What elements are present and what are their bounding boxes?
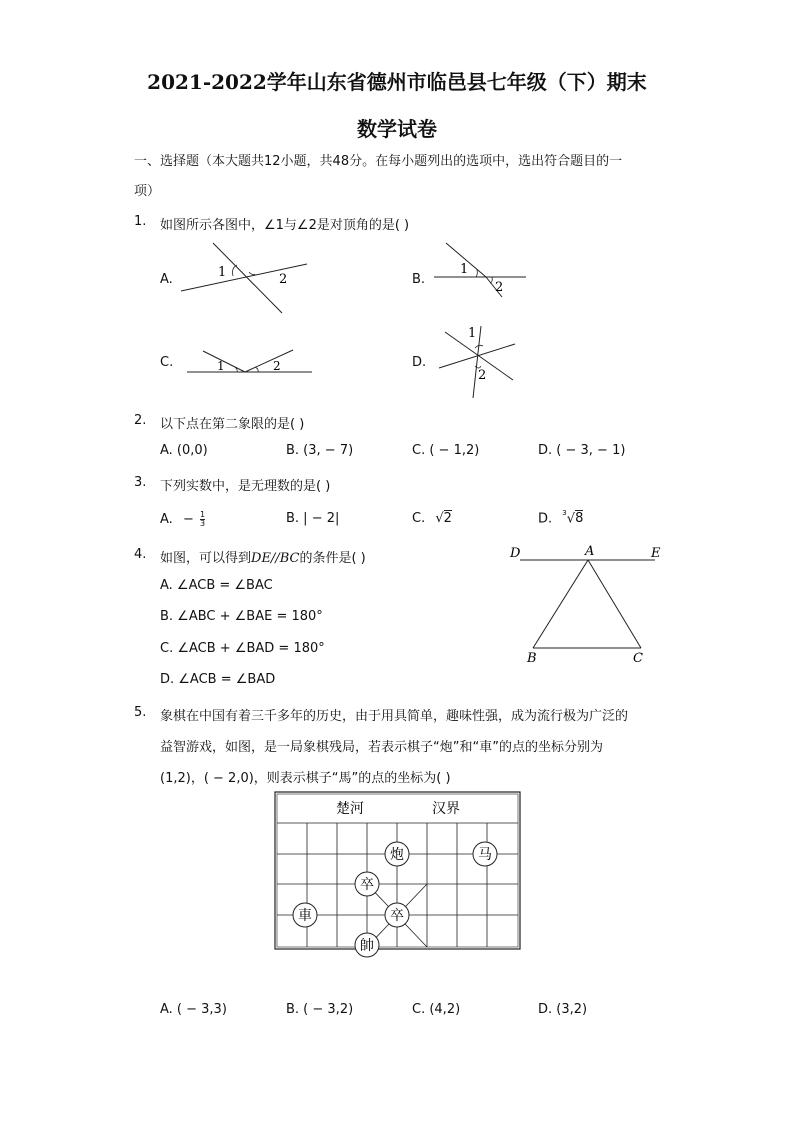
figure-1c xyxy=(185,345,315,377)
option-d: D. (3,2) xyxy=(538,1002,588,1017)
svg-text:马: 马 xyxy=(478,847,492,863)
svg-text:車: 車 xyxy=(298,908,312,924)
point-e-label: E xyxy=(651,546,661,561)
question-stem xyxy=(160,547,366,566)
option-b: B. ( − 3,2) xyxy=(286,1002,354,1017)
page-title-line1: 2021-2022学年山东省德州市临邑县七年级（下）期末 xyxy=(147,70,647,94)
option-c: C. ( − 1,2) xyxy=(412,443,480,458)
fraction xyxy=(200,511,205,528)
question-stem: 如图所示各图中，∠1与∠2是对顶角的是( ) xyxy=(160,218,410,233)
option-c-label: C. xyxy=(160,355,174,370)
stem-text-post: 的条件是( ) xyxy=(299,551,366,566)
section-header-line1: 一、选择题（本大题共12小题，共48分。在每小题列出的选项中，选出符合题目的一 xyxy=(134,154,623,169)
question-stem-line2: 益智游戏，如图，是一局象棋残局，若表示棋子“炮”和“車”的点的坐标分别为 xyxy=(160,740,603,755)
point-d-label: D xyxy=(510,546,521,561)
option-d: D. ( − 3, − 1) xyxy=(538,443,626,458)
option-c-label: C. xyxy=(412,511,426,526)
root-index: 3 xyxy=(562,509,567,517)
piece-ma xyxy=(473,842,497,866)
piece-zu-1 xyxy=(355,872,379,896)
angle-1-label: 1 xyxy=(460,262,469,277)
stem-math: DE//BC xyxy=(251,551,300,566)
svg-text:帥: 帥 xyxy=(360,938,374,954)
question-number: 5. xyxy=(134,705,147,720)
river-text-right: 汉界 xyxy=(432,801,460,817)
figure-1b xyxy=(430,240,530,300)
figure-1a xyxy=(175,238,315,318)
option-b: B. ∠ABC + ∠BAE = 180° xyxy=(160,609,323,624)
option-a-label: A. xyxy=(160,512,173,527)
question-stem: 下列实数中，是无理数的是( ) xyxy=(160,479,331,494)
option-a xyxy=(160,511,205,528)
point-a-label: A xyxy=(585,544,595,559)
chess-board-figure xyxy=(274,791,522,961)
option-a: A. (0,0) xyxy=(160,443,208,458)
question-stem-line3: (1,2)，( − 2,0)，则表示棋子“馬”的点的坐标为( ) xyxy=(160,771,451,786)
option-d-label: D. xyxy=(412,355,427,370)
option-d xyxy=(538,511,583,526)
angle-1-label: 1 xyxy=(218,265,227,280)
piece-shuai xyxy=(355,933,379,957)
option-b: B. | − 2| xyxy=(286,511,340,526)
sqrt-radicand: 2 xyxy=(443,511,452,526)
angle-2-label: 2 xyxy=(478,368,487,383)
point-b-label: B xyxy=(527,651,537,666)
figure-4-triangle xyxy=(505,540,665,666)
cbrt-radicand: 8 xyxy=(575,511,584,527)
question-number: 3. xyxy=(134,475,147,490)
svg-text:卒: 卒 xyxy=(390,908,404,924)
sqrt-sign: √ xyxy=(435,511,444,526)
angle-1-label: 1 xyxy=(217,359,225,373)
angle-1-label: 1 xyxy=(468,326,477,341)
option-c xyxy=(412,511,452,526)
question-stem: 以下点在第二象限的是( ) xyxy=(160,417,305,432)
option-a-label: A. xyxy=(160,272,173,287)
option-b-label: B. xyxy=(412,272,426,287)
river-text-left: 楚河 xyxy=(336,801,364,817)
question-number: 4. xyxy=(134,547,147,562)
option-b: B. (3, − 7) xyxy=(286,443,354,458)
sqrt-sign: √ xyxy=(566,511,576,527)
option-c: C. ∠ACB + ∠BAD = 180° xyxy=(160,641,325,656)
angle-2-label: 2 xyxy=(279,272,288,287)
option-a: A. ( − 3,3) xyxy=(160,1002,227,1017)
svg-text:炮: 炮 xyxy=(390,847,404,863)
question-number: 1. xyxy=(134,214,147,229)
option-d-label: D. xyxy=(538,511,553,527)
question-stem-line1: 象棋在中国有着三千多年的历史，由于用具简单，趣味性强，成为流行极为广泛的 xyxy=(160,709,629,724)
option-c: C. (4,2) xyxy=(412,1002,461,1017)
angle-2-label: 2 xyxy=(273,359,281,373)
minus-sign: − xyxy=(182,512,194,527)
page-title-line2: 数学试卷 xyxy=(357,117,437,141)
figure-1d xyxy=(435,322,520,400)
section-header-line2: 项） xyxy=(134,184,161,199)
svg-text:卒: 卒 xyxy=(360,877,374,893)
angle-2-label: 2 xyxy=(495,280,504,295)
point-c-label: C xyxy=(633,651,643,666)
piece-che xyxy=(293,903,317,927)
question-number: 2. xyxy=(134,413,147,428)
stem-text-pre: 如图，可以得到 xyxy=(160,551,252,566)
piece-zu-2 xyxy=(385,903,409,927)
fraction-numerator: 1 xyxy=(199,510,206,519)
piece-pao xyxy=(385,842,409,866)
option-a: A. ∠ACB = ∠BAC xyxy=(160,578,273,593)
fraction-denominator: 3 xyxy=(199,519,206,528)
option-d: D. ∠ACB = ∠BAD xyxy=(160,672,276,687)
